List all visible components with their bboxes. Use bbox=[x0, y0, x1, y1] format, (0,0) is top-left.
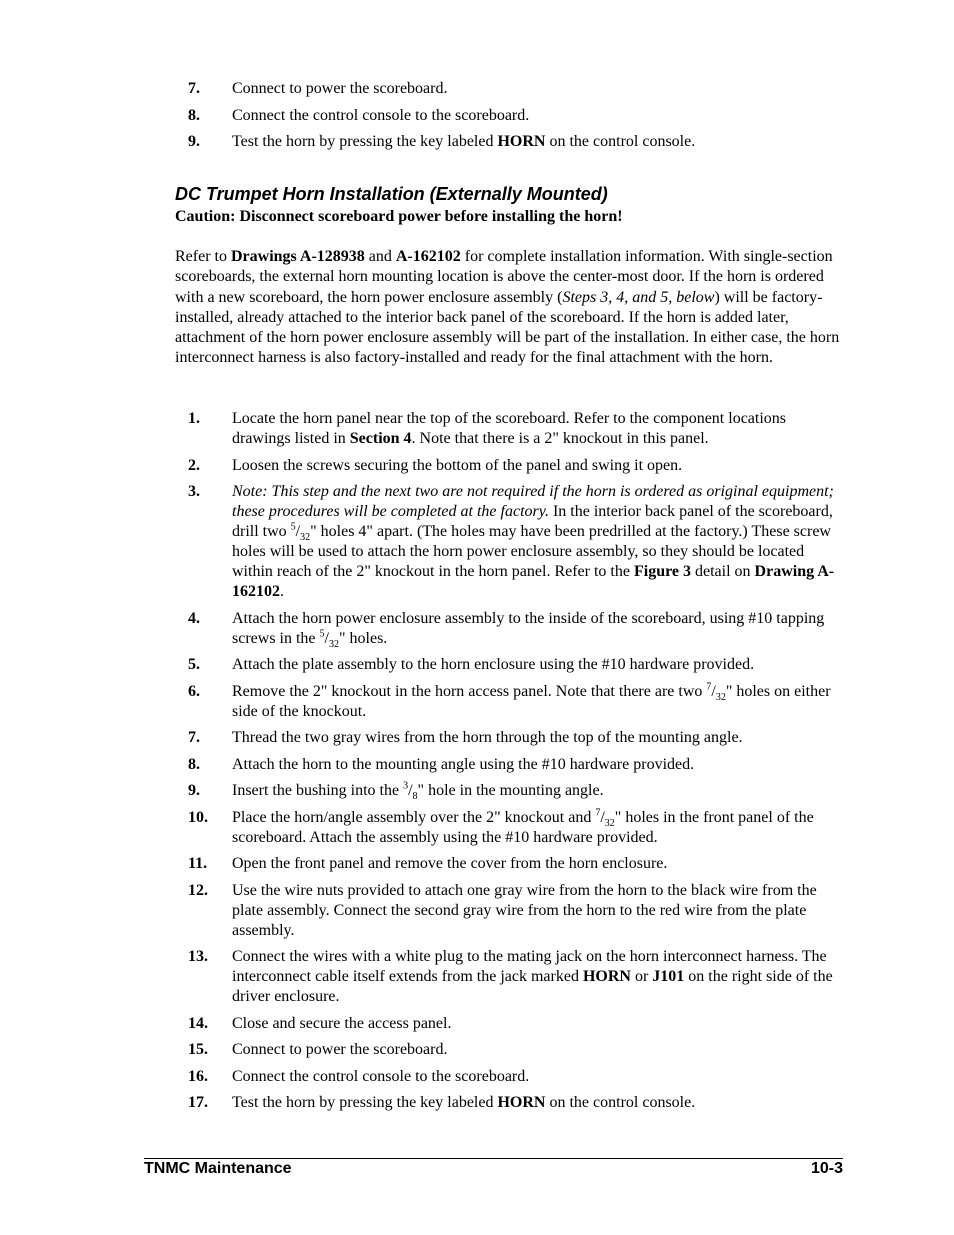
step-number: 3. bbox=[188, 483, 200, 500]
step-text: Open the front panel and remove the cover from the horn enclosure. bbox=[232, 855, 668, 872]
list-item bbox=[175, 609, 843, 649]
step-number: 14. bbox=[188, 1014, 208, 1032]
step-number: 11. bbox=[188, 855, 208, 872]
list-item bbox=[175, 808, 843, 848]
list-item bbox=[175, 482, 843, 602]
step-number: 7. bbox=[188, 729, 200, 746]
step-text: Attach the horn to the mounting angle using the #10 hardware provided. bbox=[232, 755, 695, 773]
step-number: 9. bbox=[188, 782, 200, 799]
step-text: Test the horn by pressing the key labeled HORN on the control console. bbox=[232, 133, 696, 150]
list-item bbox=[175, 682, 843, 722]
list-item bbox=[175, 728, 843, 748]
installation-step-list bbox=[175, 409, 843, 1120]
list-item bbox=[175, 854, 843, 874]
list-item bbox=[175, 881, 843, 941]
step-text: Remove the 2" knockout in the horn access panel. Note that there are two $^7/_{32}$" holes on either side of the knockout. bbox=[232, 681, 831, 720]
list-item bbox=[175, 1067, 843, 1087]
list-item bbox=[175, 947, 843, 1007]
step-text: Connect to power the scoreboard. bbox=[232, 1041, 448, 1058]
step-number: 17. bbox=[188, 1094, 208, 1111]
step-number: 10. bbox=[188, 808, 208, 826]
step-number: 7. bbox=[188, 80, 200, 97]
step-text: Connect to power the scoreboard. bbox=[232, 80, 448, 97]
step-text: Connect the wires with a white plug to the mating jack on the horn interconnect harness. The interconnect cable itself extends from the jack marked HORN or J101 on the right side of the driver enclosure. bbox=[232, 948, 833, 1005]
list-item bbox=[175, 132, 843, 152]
step-number: 8. bbox=[188, 106, 200, 124]
list-item bbox=[175, 1040, 843, 1060]
page-number: 10-3 bbox=[810, 1160, 843, 1177]
step-number: 15. bbox=[188, 1041, 208, 1058]
step-number: 8. bbox=[188, 755, 200, 773]
step-text: Attach the plate assembly to the horn enclosure using the #10 hardware provided. bbox=[232, 656, 755, 673]
step-number: 13. bbox=[188, 948, 208, 965]
step-text: Test the horn by pressing the key labeled HORN on the control console. bbox=[232, 1094, 696, 1111]
list-item bbox=[175, 106, 843, 126]
step-text: Place the horn/angle assembly over the 2" knockout and $^7/_{32}$" holes in the front panel of the scoreboard. Attach the assembly using the #10 hardware provided. bbox=[232, 807, 814, 846]
step-text: Note: This step and the next two are not required if the horn is ordered as original equipment; these procedures will be completed at the factory. In the interior back panel of the scoreboard, drill two $^5/_{32}$" holes 4" apart. (The holes may have been predrilled at the factory.) These screw holes will be used to attach the horn power enclosure assembly, so they should be located within reach of the 2" knockout in the horn panel. Refer to the Figure 3 detail on Drawing A-162102. bbox=[232, 483, 835, 600]
list-item bbox=[175, 1093, 843, 1113]
step-number: 1. bbox=[188, 410, 200, 427]
continued-step-list bbox=[175, 79, 843, 159]
step-text: Thread the two gray wires from the horn through the top of the mounting angle. bbox=[232, 729, 743, 746]
step-text: Close and secure the access panel. bbox=[232, 1014, 452, 1032]
caution-text: Caution: Disconnect scoreboard power before installing the horn! bbox=[175, 208, 623, 225]
intro-paragraph: Refer to Drawings A-128938 and A-162102 for complete installation information. With single-section scoreboards, the external horn mounting location is above the center-most door. If the horn is ordered with a new scoreboard, the horn power enclosure assembly (Steps 3, 4, and 5, below) will be factory-installed, already attached to the interior back panel of the scoreboard. If the horn is added later, attachment of the horn power enclosure assembly will be part of the installation. In either case, the horn interconnect harness is also factory-installed and ready for the final attachment with the horn. bbox=[175, 248, 840, 367]
step-text: Loosen the screws securing the bottom of the panel and swing it open. bbox=[232, 456, 683, 474]
step-text: Connect the control console to the scoreboard. bbox=[232, 106, 530, 124]
list-item bbox=[175, 655, 843, 675]
step-text: Attach the horn power enclosure assembly to the inside of the scoreboard, using #10 tapping screws in the $^5/_{32}$" holes. bbox=[232, 609, 825, 650]
list-item bbox=[175, 79, 843, 99]
step-number: 6. bbox=[188, 682, 200, 700]
footer-title: TNMC Maintenance bbox=[144, 1160, 292, 1177]
step-number: 16. bbox=[188, 1067, 208, 1085]
step-number: 4. bbox=[188, 609, 200, 627]
list-item bbox=[175, 781, 843, 801]
list-item bbox=[175, 755, 843, 775]
step-text: Locate the horn panel near the top of the scoreboard. Refer to the component locations drawings listed in Section 4. Note that there is a 2" knockout in this panel. bbox=[232, 410, 787, 447]
section-heading: DC Trumpet Horn Installation (Externally Mounted) bbox=[175, 184, 608, 204]
step-number: 12. bbox=[188, 881, 208, 899]
step-text: Use the wire nuts provided to attach one gray wire from the horn to the black wire from the plate assembly. Connect the second gray wire from the horn to the red wire from the plate assembly. bbox=[232, 881, 817, 939]
step-text: Connect the control console to the scoreboard. bbox=[232, 1067, 530, 1085]
step-number: 2. bbox=[188, 456, 200, 474]
step-number: 5. bbox=[188, 656, 200, 673]
step-number: 9. bbox=[188, 133, 200, 150]
list-item bbox=[175, 456, 843, 476]
step-text: Insert the bushing into the $^3/_8$" hole in the mounting angle. bbox=[232, 780, 604, 803]
list-item bbox=[175, 1014, 843, 1034]
list-item bbox=[175, 409, 843, 449]
footer-divider bbox=[144, 1158, 843, 1159]
